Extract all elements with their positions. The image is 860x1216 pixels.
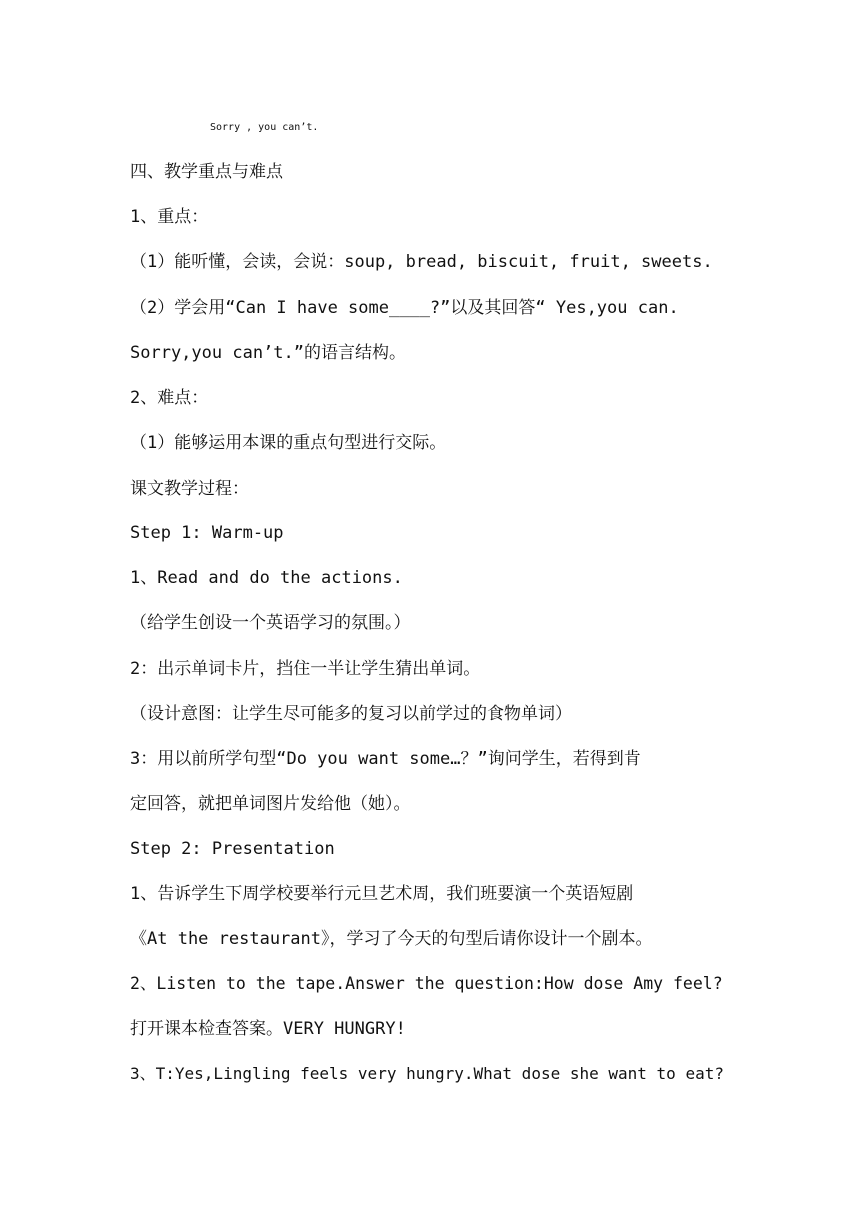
section-heading-process: 课文教学过程： [130,479,249,499]
list-item-word-cards: 2：出示单词卡片，挡住一半让学生猜出单词。 [130,659,481,679]
list-item-check-answer: 打开课本检查答案。VERY HUNGRY! [130,1019,406,1039]
list-item-teacher-question: 3、T:Yes,Lingling feels very hungry.What dose she want to eat? [130,1064,724,1083]
note-design-intent: （设计意图：让学生尽可能多的复习以前学过的食物单词） [130,704,572,724]
answer-line-sorry: Sorry , you can’t. [210,122,319,133]
paragraph-sentence-pattern-cont: Sorry,you can’t.”的语言结构。 [130,343,406,363]
section-heading-key-points: 四、教学重点与难点 [130,162,283,182]
list-item-ask-students: 3：用以前所学句型“Do you want some…？”询问学生，若得到肯 [130,749,641,769]
paragraph-sentence-pattern: （2）学会用“Can I have some____?”以及其回答“ Yes,you can. [130,298,679,318]
step-heading-warmup: Step 1: Warm-up [130,523,284,543]
list-item-art-week: 1、告诉学生下周学校要举行元旦艺术周，我们班要演一个英语短剧 [130,884,634,904]
paragraph-communication: （1）能够运用本课的重点句型进行交际。 [130,433,447,453]
paragraph-vocabulary: （1）能听懂，会读，会说：soup, bread, biscuit, fruit, sweets. [130,252,713,272]
list-item-listen-tape: 2、Listen to the tape.Answer the question:How dose Amy feel? [130,974,723,993]
subheading-key-points: 1、重点： [130,207,209,227]
list-item-read-actions: 1、Read and do the actions. [130,568,403,588]
subheading-difficulties: 2、难点： [130,388,209,408]
step-heading-presentation: Step 2: Presentation [130,839,335,859]
list-item-art-week-cont: 《At the restaurant》，学习了今天的句型后请你设计一个剧本。 [130,929,653,949]
note-atmosphere: （给学生创设一个英语学习的氛围。） [130,613,411,633]
list-item-ask-students-cont: 定回答，就把单词图片发给他（她）。 [130,794,411,814]
